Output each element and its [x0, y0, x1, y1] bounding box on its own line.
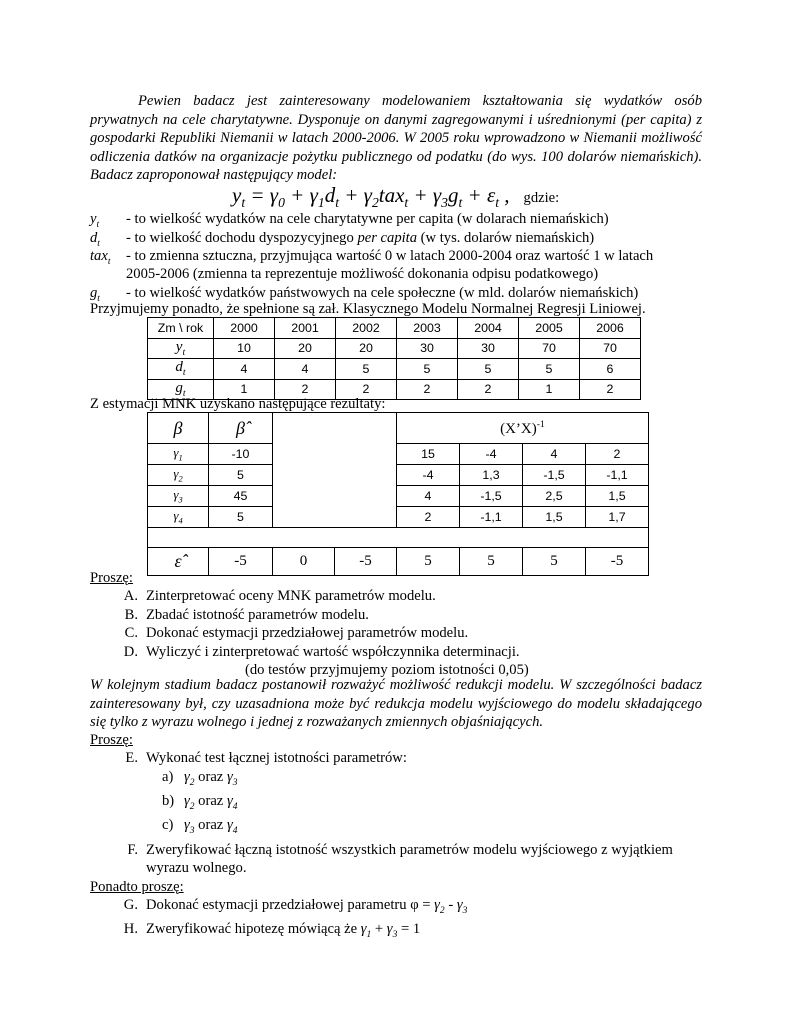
residual-cell: 5: [397, 548, 460, 576]
param-gamma4: $\gamma_4$: [148, 507, 209, 528]
task-f-cont: wyrazu wolnego.: [146, 860, 247, 877]
task-b: B. Zbadać istotność parametrów modelu.: [124, 606, 369, 623]
table-cell: 6: [580, 359, 641, 380]
xx-cell: 1,5: [586, 486, 649, 507]
results-row: [148, 465, 649, 486]
beta-header: β: [148, 413, 209, 444]
task-c: C. Dokonać estymacji przedziałowej parametrów modelu.: [124, 625, 469, 642]
task-d: D. Wyliczyć i zinterpretować wartość współczynnika determinacji.: [123, 643, 520, 660]
table-cell: 20: [336, 338, 397, 359]
table-cell: 4: [214, 359, 275, 380]
subtask-a: a) $\gamma_2$ oraz $\gamma_3$: [162, 768, 238, 788]
table-cell: 4: [275, 359, 336, 380]
xx-cell: 1,7: [586, 507, 649, 528]
xx-cell: 1,3: [460, 465, 523, 486]
table-row: [148, 359, 641, 380]
task-g: G. Dokonać estymacji przedziałowej parametru $\varphi = \gamma_2 - \gamma_3$: [123, 896, 468, 916]
task-h: H. Zweryfikować hipotezę mówiącą że $\gamma_1 + \gamma_3 = 1$: [123, 921, 421, 941]
xx-cell: 2: [586, 444, 649, 465]
xx-cell: -4: [397, 465, 460, 486]
estimate-cell: 5: [209, 465, 273, 486]
definition-gt: $g_t$ - to wielkość wydatków państwowych na cele społeczne (w mld. dolarów niemańskich): [90, 285, 639, 304]
table-cell: 2: [336, 379, 397, 400]
blank-block: [273, 413, 397, 528]
tasks-block-2: [90, 731, 730, 945]
second-paragraph: W kolejnym stadium badacz postanowił rozważyć możliwość redukcji modelu. W szczególności badacz zainteresowany był, czy uzasadniona może być redukcja modelu wyjściowego do modelu składającego się tylko z wyrazu wolnego i jednej z rozważanych zmiennych objaśniających.: [90, 677, 702, 731]
year-cell: 2006: [580, 318, 641, 339]
xx-cell: -1,5: [523, 465, 586, 486]
param-gamma3: $\gamma_3$: [148, 486, 209, 507]
year-cell: 2002: [336, 318, 397, 339]
table-cell: 1: [519, 379, 580, 400]
xx-cell: 4: [397, 486, 460, 507]
residual-cell: -5: [586, 548, 649, 576]
xx-cell: -4: [460, 444, 523, 465]
definition-dt: $d_t$ - to wielkość dochodu dyspozycyjnego per capita (w tys. dolarów niemańskich): [90, 230, 595, 249]
table-cell: 2: [580, 379, 641, 400]
table-cell: 5: [397, 359, 458, 380]
table-cell: 30: [458, 338, 519, 359]
beta-hat-header: β̂: [209, 413, 273, 444]
definition-taxt-cont: 2005-2006 (zmienna ta reprezentuje możliwość dokonania odpisu podatkowego): [126, 266, 599, 282]
mnk-intro: Z estymacji MNK uzyskano następujące rezultaty:: [90, 396, 386, 412]
task-e: E. Wykonać test łącznej istotności parametrów:: [125, 750, 407, 767]
year-cell: 2003: [397, 318, 458, 339]
significance-note: (do testów przyjmujemy poziom istotności 0,05): [245, 662, 529, 679]
table-cell: 2: [397, 379, 458, 400]
xx-inverse-header: (X’X)$^{-1}$: [397, 413, 649, 444]
xx-cell: 2: [397, 507, 460, 528]
tasks-block-1: [90, 569, 730, 679]
assumption-text: Przyjmujemy ponadto, że spełnione są zał. Klasycznego Modelu Normalnej Regresji Liniowej.: [90, 301, 646, 317]
estimate-cell: 5: [209, 507, 273, 528]
estimate-cell: -10: [209, 444, 273, 465]
definition-taxt: tax$_t$ - to zmienna sztuczna, przyjmująca wartość 0 w latach 2000-2004 oraz wartość 1 w latach: [90, 248, 654, 267]
table-cell: 5: [336, 359, 397, 380]
residual-cell: 0: [273, 548, 335, 575]
xx-cell: -1,1: [586, 465, 649, 486]
table-cell: 20: [275, 338, 336, 359]
table-header-row: [148, 318, 641, 339]
xx-cell: 15: [397, 444, 460, 465]
table-row: [148, 338, 641, 359]
row-header-dt: $d_t$: [148, 359, 214, 380]
prosze-heading: Proszę:: [90, 570, 133, 586]
corner-cell: Zm \ rok: [148, 318, 214, 339]
year-cell: 2005: [519, 318, 580, 339]
param-gamma1: $\gamma_1$: [148, 444, 209, 465]
model-formula: $y_t = \gamma_0 + \gamma_1d_t + \gamma_2tax_t + \gamma_3g_t + \varepsilon_t$ , gdzie:: [232, 183, 560, 211]
row-header-yt: $y_t$: [148, 338, 214, 359]
spacer-row: [148, 528, 649, 548]
table-cell: 1: [214, 379, 275, 400]
residual-cell: 5: [523, 548, 586, 576]
spacer-cell: [148, 528, 649, 548]
table-cell: 2: [275, 379, 336, 400]
results-row: [148, 507, 649, 528]
param-gamma2: $\gamma_2$: [148, 465, 209, 486]
results-table: [147, 412, 649, 576]
task-a: A. Zinterpretować oceny MNK parametrów modelu.: [123, 588, 436, 605]
table-cell: 5: [519, 359, 580, 380]
xx-cell: -1,1: [460, 507, 523, 528]
results-row: [148, 444, 649, 465]
subtask-b: b) $\gamma_2$ oraz $\gamma_4$: [162, 793, 238, 813]
estimate-cell: 45: [209, 486, 273, 507]
table-cell: 2: [458, 379, 519, 400]
xx-cell: 2,5: [523, 486, 586, 507]
results-header-row: [148, 413, 649, 444]
xx-cell: 1,5: [523, 507, 586, 528]
definition-yt: $y_t$ - to wielkość wydatków na cele charytatywne per capita (w dolarach niemańskich): [90, 211, 609, 230]
gdzie-label: gdzie:: [523, 190, 560, 206]
intro-paragraph: Pewien badacz jest zainteresowany modelowaniem kształtowania się wydatków osób prywatnych na cele charytatywne. Dysponuje on danymi zagregowanymi i uśrednionymi (per capita) z gospodarki Republiki Niemanii w latach 2000-2006. W 2005 roku wprowadzono w Niemanii możliwość odliczenia datków na organizacje pożytku publicznego od podatku (do wys. 100 dolarów niemańskich). Badacz zaproponował następujący model:: [90, 93, 702, 184]
row-header-gt: $g_t$: [148, 379, 214, 400]
data-table: [147, 317, 641, 400]
table-cell: 70: [519, 338, 580, 359]
residual-cell: -5: [209, 548, 273, 576]
year-cell: 2001: [275, 318, 336, 339]
ponadto-heading: Ponadto proszę:: [90, 878, 184, 895]
xx-cell: 4: [523, 444, 586, 465]
year-cell: 2004: [458, 318, 519, 339]
table-cell: 10: [214, 338, 275, 359]
epsilon-hat-header: ε̂: [148, 548, 209, 576]
year-cell: 2000: [214, 318, 275, 339]
subtask-c: c) $\gamma_3$ oraz $\gamma_4$: [162, 817, 238, 837]
table-cell: 5: [458, 359, 519, 380]
table-cell: 70: [580, 338, 641, 359]
residual-cell: -5: [359, 553, 372, 569]
xx-cell: -1,5: [460, 486, 523, 507]
prosze-heading-2: Proszę:: [90, 732, 133, 748]
table-cell: 30: [397, 338, 458, 359]
residual-cell: 5: [460, 548, 523, 576]
task-f: F. Zweryfikować łączną istotność wszystkich parametrów modelu wyjściowego z wyjątkiem: [127, 841, 673, 858]
results-row: [148, 486, 649, 507]
